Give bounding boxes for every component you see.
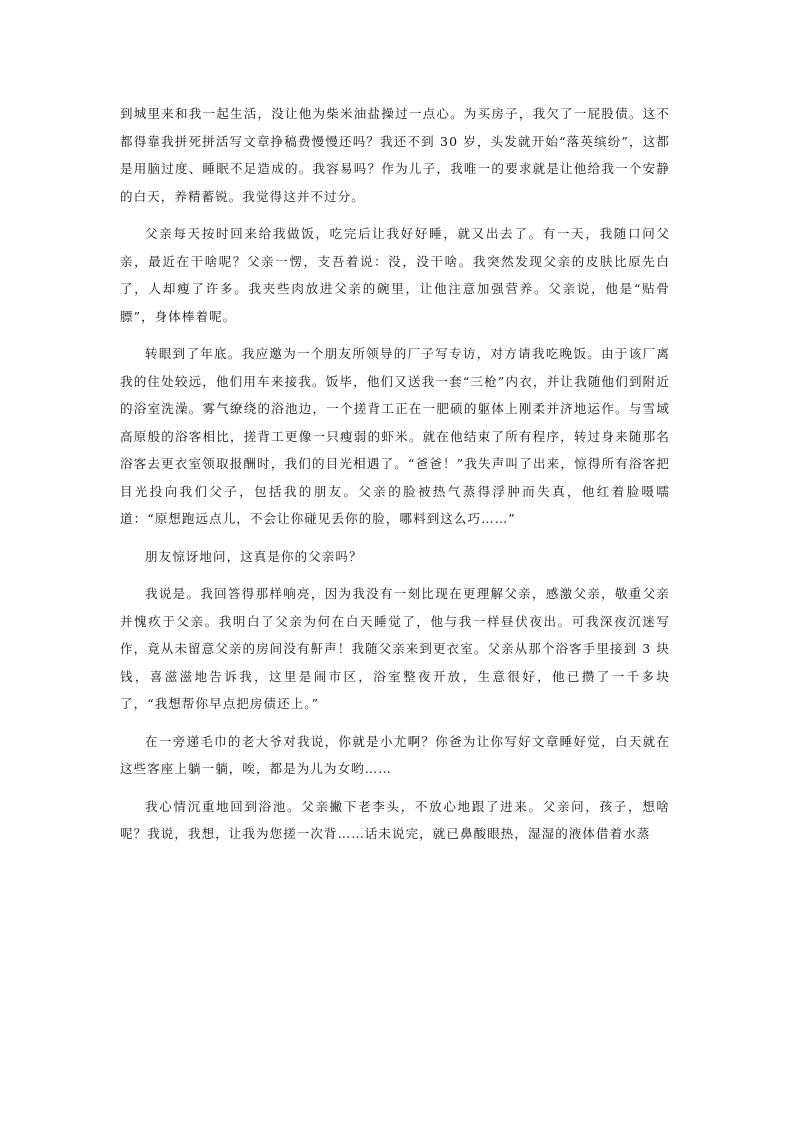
paragraph-father-routine: 父亲每天按时回来给我做饭，吃完后让我好好睡，就又出去了。有一天，我随口问父亲，最近在干啥呢？父亲一愣，支吾着说：没，没干啥。我突然发现父亲的皮肤比原先白了，人却瘦了许多。我夹些肉放进父亲的碗里，让他注意加强营养。父亲说，他是“贴骨膘”，身体棒着呢。 bbox=[120, 226, 670, 324]
paragraph-friend-question: 朋友惊讶地问，这真是你的父亲吗？ bbox=[145, 548, 363, 564]
paragraph-return-to-bath: 我心情沉重地回到浴池。父亲撇下老李头，不放心地跟了进来。父亲问，孩子，想啥呢？我说，我想，让我为您搓一次背……话未说完，就已鼻酸眼热，湿湿的液体借着水蒸 bbox=[120, 798, 670, 841]
paragraph-old-man-remark: 在一旁递毛巾的老大爷对我说，你就是小尤啊？你爸为让你写好文章睡好觉，白天就在这些客座上躺一躺，唉，都是为儿为女哟…… bbox=[120, 733, 670, 776]
paragraph-understanding-father: 我说是。我回答得那样响亮，因为我没有一刻比现在更理解父亲，感激父亲，敬重父亲并愧疚于父亲。我明白了父亲为何在白天睡觉了，他与我一样昼伏夜出。可我深夜沉迷写作，竟从未留意父亲的房间没有鼾声！我随父亲来到更衣室。父亲从那个浴客手里接到 3 块钱，喜滋滋地告诉我，这里是闹市区，浴室整夜开放，生意很好，他已攒了一千多块了，“我想帮你早点把房债还上。” bbox=[120, 586, 670, 711]
paragraph-continuation: 到城里来和我一起生活，没让他为柴米油盐操过一点心。为买房子，我欠了一屁股债。这不都得靠我拼死拼活写文章挣稿费慢慢还吗？我还不到 30 岁，头发就开始“落英缤纷”，这都是用脑过度、睡眠不足造成的。我容易吗？作为儿子，我唯一的要求就是让他给我一个安静的白天，养精蓄锐。我觉得这并不过分。 bbox=[120, 106, 670, 204]
document-page bbox=[120, 100, 670, 858]
paragraph-year-end-bathhouse: 转眼到了年底。我应邀为一个朋友所领导的厂子写专访，对方请我吃晚饭。由于该厂离我的住处较远，他们用车来接我。饭毕，他们又送我一套“三枪”内衣，并让我随他们到附近的浴室洗澡。雾气缭绕的浴池边，一个搓背工正在一肥硕的躯体上刚柔并济地运作。与雪域高原般的浴客相比，搓背工更像一只瘦弱的虾米。就在他结束了所有程序，转过身来随那名浴客去更衣室领取报酬时，我们的目光相遇了。“爸爸！”我失声叫了出来，惊得所有浴客把目光投向我们父子，包括我的朋友。父亲的脸被热气蒸得浮肿而失真，他红着脸嗫嚅道：“原想跑远点儿，不会让你碰见丢你的脸，哪料到这么巧……” bbox=[120, 346, 670, 526]
